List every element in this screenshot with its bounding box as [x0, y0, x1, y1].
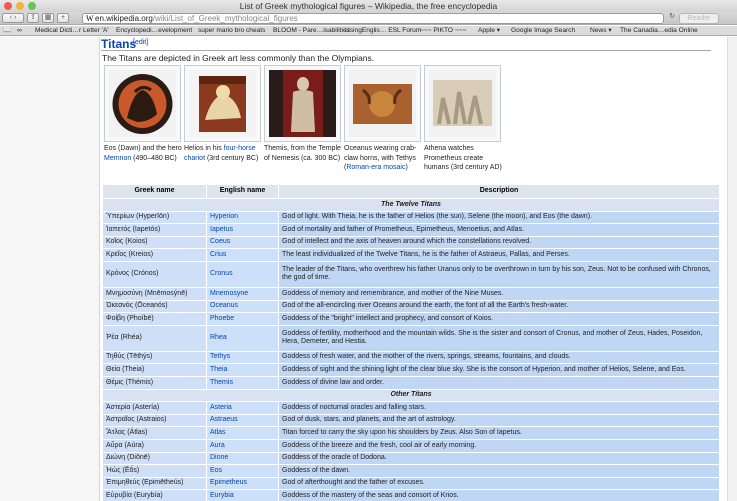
english-name-cell	[207, 351, 279, 364]
roman-era-mosaic-link[interactable]: Roman-era mosaic	[346, 164, 406, 172]
table-row	[103, 465, 720, 478]
section-heading: Titans	[101, 37, 137, 51]
greek-name-cell: Ἰαπετός (Iapetós)	[103, 224, 207, 237]
table-section-row	[103, 389, 720, 402]
table-row	[103, 414, 720, 427]
description-cell: Goddess of the breeze and the fresh, cool air of early morning.	[279, 439, 720, 452]
helios-vase-image	[189, 70, 256, 137]
english-name-cell	[207, 211, 279, 224]
heading-divider	[101, 50, 711, 51]
greek-name-cell: Ὠκεανός (Ōceanós)	[103, 300, 207, 313]
description-cell: Goddess of the oracle of Dodona.	[279, 452, 720, 465]
top-sites-button[interactable]: ▦	[42, 13, 54, 23]
english-name-link[interactable]: Hyperion	[210, 213, 239, 221]
table-row	[103, 351, 720, 364]
gallery-caption	[184, 144, 264, 163]
english-name-cell	[207, 364, 279, 377]
browser-toolbar	[0, 12, 737, 25]
bookmark-item[interactable]: Medical Dicti…r Letter 'A'	[35, 27, 109, 34]
english-name-cell	[207, 465, 279, 478]
gallery-caption	[424, 144, 504, 173]
description-cell: Goddess of sight and the shining light of the clear blue sky. She is the consort of Hyperion, and mother of Helios, Selene, and Eos.	[279, 364, 720, 377]
table-row	[103, 427, 720, 440]
close-window-button[interactable]	[4, 2, 12, 10]
reload-icon[interactable]: ↻	[669, 13, 675, 20]
table-row	[103, 477, 720, 490]
greek-name-cell: Θεία (Theia)	[103, 364, 207, 377]
window-title: List of Greek mythological figures – Wikipedia, the free encyclopedia	[239, 1, 498, 11]
table-row	[103, 211, 720, 224]
description-cell: The least individualized of the Twelve Titans, he is the father of Astraeus, Pallas, and Perses.	[279, 249, 720, 262]
window-controls	[4, 2, 36, 10]
table-row	[103, 364, 720, 377]
oceanus-mosaic-image	[349, 70, 416, 137]
description-cell: Goddess of divine law and order.	[279, 376, 720, 389]
description-cell: God of afterthought and the father of excuses.	[279, 477, 720, 490]
section-edit-link[interactable]: [edit]	[133, 39, 149, 46]
english-name-link[interactable]: Crius	[210, 250, 227, 258]
greek-name-cell: Ἠώς (Ēṓs)	[103, 465, 207, 478]
english-name-link[interactable]: Coeus	[210, 238, 231, 246]
description-cell: God of mortality and father of Prometheus, Epimetheus, Menoetius, and Atlas.	[279, 224, 720, 237]
description-cell: Goddess of the "bright" intellect and prophecy, and consort of Koios.	[279, 313, 720, 326]
four-horse-chariot-link[interactable]: four-horse chariot	[184, 145, 256, 162]
english-name-link[interactable]: Asteria	[210, 403, 232, 411]
table-row	[103, 313, 720, 326]
greek-name-cell: Τηθύς (Tēthýs)	[103, 351, 207, 364]
memnon-link[interactable]: Memnon	[104, 154, 132, 162]
table-row	[103, 249, 720, 262]
table-row	[103, 236, 720, 249]
english-name-link[interactable]: Astraeus	[210, 416, 238, 424]
greek-name-cell: Μνημοσύνη (Mnēmosýnē)	[103, 287, 207, 300]
english-name-link[interactable]: Mnemosyne	[210, 289, 249, 297]
page-scrollbar[interactable]	[727, 37, 737, 501]
table-row	[103, 376, 720, 389]
caption-text: (490–480 BC)	[131, 154, 177, 162]
gallery-thumb-athena[interactable]	[424, 65, 501, 142]
zoom-window-button[interactable]	[28, 2, 36, 10]
english-name-link[interactable]: Eurybia	[210, 491, 234, 499]
greek-name-cell: Θέμις (Thémis)	[103, 376, 207, 389]
bookmark-item[interactable]: Apple ▾	[478, 27, 501, 34]
caption-text: Helios in his	[184, 145, 224, 152]
section-label: Other Titans	[103, 389, 720, 402]
gallery-caption	[104, 144, 184, 163]
table-body	[103, 199, 720, 501]
reader-button[interactable]: Reader	[679, 13, 719, 24]
add-tab-button[interactable]: +	[57, 13, 69, 23]
share-button[interactable]: ⇪	[27, 13, 39, 23]
greek-name-cell: Ἄτλας (Átlas)	[103, 427, 207, 440]
table-row	[103, 287, 720, 300]
caption-text: (3rd century BC)	[205, 154, 259, 162]
greek-name-cell: Διώνη (Diṓnē)	[103, 452, 207, 465]
greek-name-cell: Ῥέα (Rhéa)	[103, 325, 207, 351]
wikipedia-favicon-icon: W	[86, 14, 94, 23]
back-forward-button[interactable]: ‹ ›	[2, 13, 24, 23]
greek-name-cell: Ἀστερία (Astería)	[103, 402, 207, 415]
caption-text: Eos (Dawn) and the hero	[104, 145, 182, 152]
description-cell: Titan forced to carry the sky upon his shoulders by Zeus. Also Son of Iapetus.	[279, 427, 720, 440]
greek-name-cell: Κρόνος (Crónos)	[103, 261, 207, 287]
greek-name-cell: Κρεῖος (Kreios)	[103, 249, 207, 262]
bookmark-item[interactable]: BLOOM - Pare…isabilities	[273, 27, 350, 34]
description-cell: God of light. With Theia, he is the father of Helios (the sun), Selene (the moon), and Eos (the dawn).	[279, 211, 720, 224]
english-name-cell	[207, 261, 279, 287]
english-name-link[interactable]: Eos	[210, 466, 223, 474]
english-name-cell	[207, 439, 279, 452]
description-cell: Goddess of the mastery of the seas and consort of Krios.	[279, 490, 720, 501]
english-name-cell	[207, 249, 279, 262]
english-name-cell	[207, 402, 279, 415]
description-cell: God of the all-encircling river Oceans around the earth, the font of all the Earth's fresh-water.	[279, 300, 720, 313]
bookmark-item[interactable]: super mario bro cheats	[198, 27, 266, 34]
url-path: /wiki/List_of_Greek_mythological_figures	[152, 14, 298, 23]
gallery-caption	[264, 144, 344, 163]
english-name-link[interactable]: Rhea	[210, 334, 227, 342]
table-row	[103, 490, 720, 501]
gallery-caption	[344, 144, 424, 173]
column-header: Description	[279, 185, 720, 199]
table-section-row	[103, 199, 720, 212]
table-row	[103, 325, 720, 351]
wiki-sidebar	[0, 37, 99, 501]
bookmark-item[interactable]: UsingEnglis… ESL Forum	[345, 27, 422, 34]
table-row	[103, 402, 720, 415]
english-name-link[interactable]: Epimetheus	[210, 479, 247, 487]
minimize-window-button[interactable]	[16, 2, 24, 10]
titans-table	[102, 184, 719, 501]
window-titlebar	[0, 0, 737, 12]
description-cell: Goddess of fertility, motherhood and the mountain wilds. She is the sister and consort of Cronus, and mother of Zeus, Hades, Poseidon, Hera, Demeter, and Hestia.	[279, 325, 720, 351]
section-label: The Twelve Titans	[103, 199, 720, 212]
url-domain: en.wikipedia.org	[95, 14, 153, 23]
reading-list-icon[interactable]: ∞	[17, 27, 22, 34]
english-name-cell	[207, 313, 279, 326]
description-cell: Goddess of fresh water, and the mother of the rivers, springs, streams, fountains, and clouds.	[279, 351, 720, 364]
address-bar[interactable]	[82, 13, 664, 24]
english-name-link[interactable]: Aura	[210, 441, 225, 449]
column-header: English name	[207, 185, 279, 199]
caption-text: )	[405, 164, 408, 172]
greek-name-cell: Εὐρυβία (Eurybía)	[103, 490, 207, 501]
greek-name-cell: Φοίβη (Phoíbē)	[103, 313, 207, 326]
bookmark-item[interactable]: Encyclopedi…evelopment	[116, 27, 193, 34]
table-row	[103, 452, 720, 465]
description-cell: Goddess of nocturnal oracles and falling stars.	[279, 402, 720, 415]
bookmark-item[interactable]: News ▾	[590, 27, 612, 34]
bookmarks-book-icon[interactable]: 📖	[3, 27, 12, 34]
english-name-cell	[207, 300, 279, 313]
description-cell: Goddess of the dawn.	[279, 465, 720, 478]
gallery-thumb-helios[interactable]	[184, 65, 261, 142]
bookmark-item[interactable]: ~~~ PIKTO ~~~	[420, 27, 467, 34]
caption-text: Athena watches Prometheus create humans (3rd century AD)	[424, 145, 502, 172]
english-name-cell	[207, 477, 279, 490]
english-name-link[interactable]: Dione	[210, 454, 229, 462]
english-name-link[interactable]: Cronus	[210, 270, 233, 278]
athena-relief-image	[429, 70, 496, 137]
caption-text: Themis, from the Temple of Nemesis (ca. 300 BC)	[264, 145, 341, 162]
english-name-link[interactable]: Phoebe	[210, 314, 235, 322]
english-name-link[interactable]: Iapetus	[210, 225, 233, 233]
gallery-thumb-oceanus[interactable]	[344, 65, 421, 142]
english-name-cell	[207, 414, 279, 427]
english-name-cell	[207, 236, 279, 249]
table-row	[103, 300, 720, 313]
description-cell: Goddess of memory and remembrance, and mother of the Nine Muses.	[279, 287, 720, 300]
english-name-cell	[207, 427, 279, 440]
english-name-cell	[207, 287, 279, 300]
english-name-link[interactable]: Themis	[210, 378, 233, 386]
greek-name-cell: Κοῖος (Koios)	[103, 236, 207, 249]
column-header: Greek name	[103, 185, 207, 199]
description-cell: God of intellect and the axis of heaven around which the constellations revolved.	[279, 236, 720, 249]
english-name-cell	[207, 490, 279, 501]
greek-name-cell: Ἐπιμηθεύς (Epimētheús)	[103, 477, 207, 490]
bookmark-item[interactable]: Google Image Search	[511, 27, 576, 34]
description-cell: God of dusk, stars, and planets, and the art of astrology.	[279, 414, 720, 427]
table-header-row	[103, 185, 720, 199]
themis-statue-image	[269, 70, 336, 137]
gallery-thumb-eos[interactable]	[104, 65, 181, 142]
greek-name-cell: Ὑπερίων (Hyperīōn)	[103, 211, 207, 224]
english-name-link[interactable]: Atlas	[210, 428, 226, 436]
section-intro: The Titans are depicted in Greek art less commonly than the Olympians.	[102, 53, 375, 63]
greek-name-cell: Ἀστραῖος (Astraios)	[103, 414, 207, 427]
gallery-thumb-themis[interactable]	[264, 65, 341, 142]
english-name-cell	[207, 325, 279, 351]
english-name-link[interactable]: Tethys	[210, 353, 231, 361]
english-name-cell	[207, 224, 279, 237]
article-content	[99, 37, 719, 501]
description-cell: The leader of the Titans, who overthrew his father Uranus only to be overthrown in turn by his son, Zeus. Not to be confused with Chronos, the god of time.	[279, 261, 720, 287]
english-name-link[interactable]: Oceanus	[210, 302, 239, 310]
bookmark-item[interactable]: The Canadia…edia Online	[620, 27, 698, 34]
english-name-link[interactable]: Theia	[210, 365, 228, 373]
bookmarks-bar	[0, 26, 737, 36]
greek-name-cell: Αὔρα (Aúra)	[103, 439, 207, 452]
table-row	[103, 439, 720, 452]
table-row	[103, 224, 720, 237]
english-name-cell	[207, 376, 279, 389]
table-row	[103, 261, 720, 287]
caption-text: Oceanus wearing crab-claw horns, with Tethys (	[344, 145, 417, 172]
english-name-cell	[207, 452, 279, 465]
eos-vase-image	[109, 70, 176, 137]
